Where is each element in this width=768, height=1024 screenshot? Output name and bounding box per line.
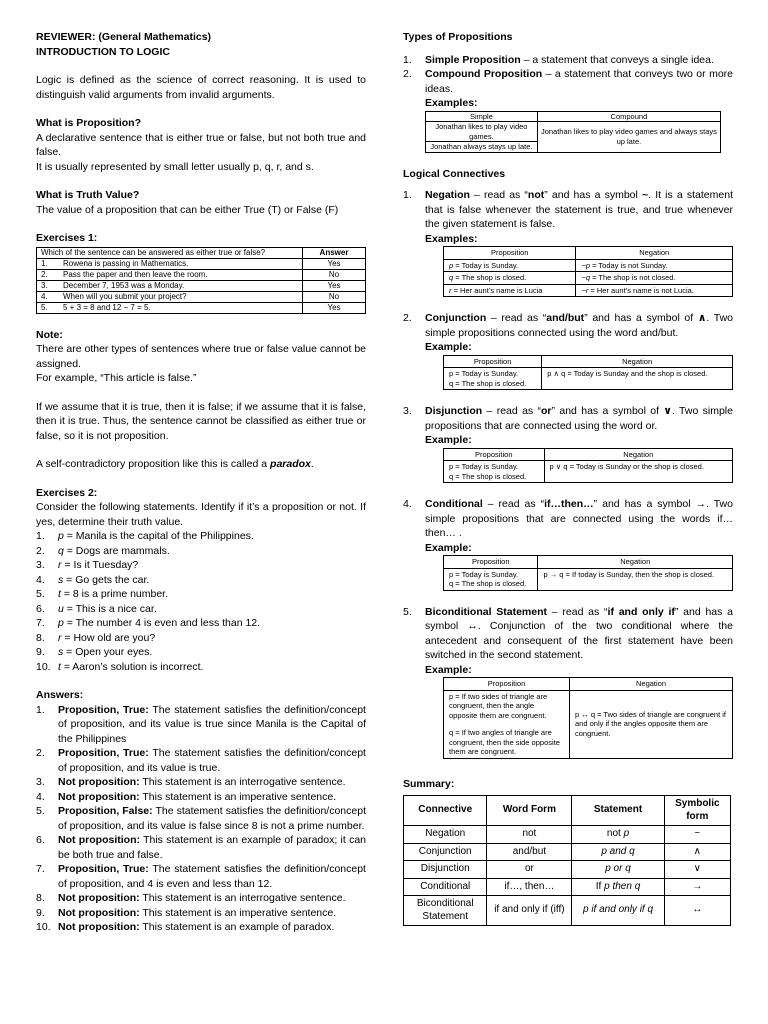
exercises1-question-header: Which of the sentence can be answered as either true or false? (37, 247, 303, 258)
summary-header: Statement (572, 796, 664, 826)
proposition-type-item: 1. Simple Proposition – a statement that conveys a single idea. (403, 53, 714, 66)
paradox-sentence: A self-contradictory proposition like this is called a paradox. (36, 458, 314, 470)
proposition-definition: A declarative sentence that is either true or false, but not both true and false. (36, 131, 366, 158)
exercise2-item: 2. q = Dogs are mammals. (36, 544, 170, 557)
disjunction-item: 3. Disjunction – read as “or” and has a symbol of ∨. Two simple propositions that are connected using the word or. (403, 405, 733, 432)
exercise2-item: 5. t = 8 is a prime number. (36, 588, 169, 600)
answers-list (36, 703, 366, 935)
biconditional-symbol: ↔ (467, 620, 478, 632)
proposition-heading: What is Proposition? (36, 117, 141, 129)
negation-col-proposition: Proposition (444, 247, 576, 260)
compound-header: Compound (537, 111, 720, 122)
answer-item: 7. Proposition, True: The statement satisfies the definition/concept of proposition, and 4 is even and less than 12. (36, 863, 366, 890)
conditional-item: 4. Conditional – read as “if…then…” and has a symbol →. Two simple propositions that are connected using the words if… then… . (403, 498, 733, 539)
negation-row: p = Today is Sunday. ~p = Today is not Sunday. (444, 259, 733, 272)
proposition-type-item: 2. Compound Proposition – a statement that conveys two or more ideas. (403, 68, 733, 95)
types-heading: Types of Propositions (403, 31, 513, 43)
truth-value-heading: What is Truth Value? (36, 189, 140, 201)
exercise2-item: 8. r = How old are you? (36, 631, 156, 644)
exercise2-item: 10. t = Aaron’s solution is incorrect. (36, 660, 204, 673)
biconditional-item: 5. Biconditional Statement – read as “if and only if” and has a symbol ↔. Conjunction of the two conditional where the antecedent and consequent of the first statement have been switched in the second statement. (403, 605, 733, 661)
negation-row: r = Her aunt’s name is Lucia ~r = Her aunt’s name is not Lucia. (444, 284, 733, 297)
negation-examples-label: Examples: (425, 232, 478, 245)
exercises2-heading: Exercises 2: (36, 486, 98, 499)
paradox-word: paradox (270, 458, 311, 470)
answer-item: 6. Not proposition: This statement is an example of paradox; it can be both true and false. (36, 834, 366, 861)
exercises1-answer-header: Answer (303, 247, 366, 258)
exercises2-list (36, 529, 366, 674)
note-example: For example, “This article is false.” (36, 372, 197, 384)
answers-heading: Answers: (36, 689, 84, 701)
negation-item: 1. Negation – read as “not” and has a symbol ~. It is a statement that is false whenever the statement is true, and true whenever the given statement is false. (403, 189, 733, 230)
negation-symbol: ~ (642, 189, 649, 201)
assume-paragraph: If we assume that it is true, then it is false; if we assume that it is false, then it is true. Thus, the sentence cannot be classified as either true or false, so it is not proposition. (36, 400, 366, 442)
connectives-heading: Logical Connectives (403, 167, 506, 180)
conditional-symbol: → (695, 498, 707, 510)
summary-row: Biconditional Statement if and only if (iff) p if and only if q ↔ (404, 896, 731, 926)
exercises1-row: 3. December 7, 1953 was a Monday. Yes (37, 280, 366, 291)
disjunction-example-label: Example: (425, 434, 472, 446)
exercise2-item: 3. r = Is it Tuesday? (36, 559, 139, 571)
exercises1-row: 5. 5 + 3 = 8 and 12 − 7 = 5. Yes (37, 302, 366, 313)
conjunction-item: 2. Conjunction – read as “and/but” and has a symbol of ∧. Two simple propositions connected using the word and/but. (403, 312, 733, 339)
summary-row: Disjunction or p or q ∨ (404, 861, 731, 879)
negation-row: q = The shop is closed. ~q = The shop is not closed. (444, 272, 733, 285)
answer-item: 5. Proposition, False: The statement satisfies the definition/concept of proposition, and its value is false since 8 is not a prime number. (36, 805, 366, 832)
negation-table (443, 246, 733, 297)
biconditional-table: Proposition Negation p = If two sides of triangle are congruent, then the angle opposite them are congruent. q = If two angles of triangle are congruent, then the side opposite them are congruent. p ↔ q = Two sides of triangle are congruent if and only if the angles opposite them are congruent. (443, 677, 733, 759)
biconditional-example-label: Example: (425, 663, 472, 676)
exercises2-instructions: Consider the following statements. Identify if it’s a proposition or not. If yes, determine their truth value. (36, 501, 366, 528)
logic-intro: Logic is defined as the science of correct reasoning. It is used to distinguish valid arguments from invalid arguments. (36, 74, 366, 101)
compound-example: Jonathan likes to play video games and always stays up late. (537, 122, 720, 153)
summary-table (403, 795, 731, 926)
truth-value-definition: The value of a proposition that can be either True (T) or False (F) (36, 203, 339, 216)
types-list (403, 53, 733, 97)
simple-example-1: Jonathan likes to play video games. (426, 122, 538, 142)
simple-example-2: Jonathan always stays up late. (426, 142, 538, 153)
summary-header: Connective (404, 796, 487, 826)
proposition-representation: It is usually represented by small letter usually p, q, r, and s. (36, 160, 314, 173)
conjunction-example-label: Example: (425, 341, 472, 353)
answer-item: 10. Not proposition: This statement is an example of paradox. (36, 921, 335, 933)
exercises1-row: 1. Rowena is passing in Mathematics. Yes (37, 258, 366, 269)
left-column (36, 0, 366, 935)
exercise2-item: 9. s = Open your eyes. (36, 646, 153, 658)
right-column (403, 0, 733, 926)
answer-item: 9. Not proposition: This statement is an imperative sentence. (36, 906, 337, 919)
disjunction-symbol: ∨ (663, 405, 672, 417)
exercises1-heading: Exercises 1: (36, 232, 98, 244)
doc-title: REVIEWER: (General Mathematics) (36, 31, 212, 43)
simple-compound-table (425, 111, 721, 153)
answer-item: 2. Proposition, True: The statement satisfies the definition/concept of proposition, and its value is true. (36, 747, 366, 774)
exercise2-item: 7. p = The number 4 is even and less than 12. (36, 617, 261, 629)
summary-header: Symbolic form (664, 796, 730, 826)
types-examples-label: Examples: (425, 97, 478, 109)
summary-row: Negation not not p ~ (404, 826, 731, 844)
summary-header: Word Form (487, 796, 572, 826)
note-text: There are other types of sentences where true or false value cannot be assigned. (36, 343, 366, 370)
summary-row: Conjunction and/but p and q ∧ (404, 843, 731, 861)
summary-heading: Summary: (403, 777, 455, 790)
answer-item: 1. Proposition, True: The statement satisfies the definition/concept of proposition, and its value is true since Manila is the Capital of the Philippines (36, 703, 366, 745)
answer-item: 8. Not proposition: This statement is an interrogative sentence. (36, 892, 346, 904)
negation-col-negation: Negation (576, 247, 733, 260)
exercises1-table (36, 247, 366, 314)
exercise2-item: 4. s = Go gets the car. (36, 573, 150, 586)
disjunction-table: Proposition Negation p = Today is Sunday. q = The shop is closed. p ∨ q = Today is Sunday or the shop is closed. (443, 448, 733, 484)
conditional-example-label: Example: (425, 541, 472, 554)
exercises1-row: 2. Pass the paper and then leave the room. No (37, 269, 366, 280)
doc-subtitle: INTRODUCTION TO LOGIC (36, 45, 170, 58)
conjunction-symbol: ∧ (697, 312, 707, 324)
simple-header: Simple (426, 111, 538, 122)
exercise2-item: 1. p = Manila is the capital of the Philippines. (36, 530, 254, 542)
exercise2-item: 6. u = This is a nice car. (36, 602, 157, 615)
exercises1-row: 4. When will you submit your project? No (37, 291, 366, 302)
answer-item: 4. Not proposition: This statement is an imperative sentence. (36, 790, 337, 803)
answer-item: 3. Not proposition: This statement is an interrogative sentence. (36, 776, 346, 788)
conjunction-table: Proposition Negation p = Today is Sunday. q = The shop is closed. p ∧ q = Today is Sunday and the shop is closed. (443, 355, 733, 391)
conditional-table: Proposition Negation p = Today is Sunday. q = The shop is closed. p → q = If today is Sunday, then the shop is closed. (443, 555, 733, 591)
note-heading: Note: (36, 328, 63, 341)
summary-row: Conditional if…, then… If p then q → (404, 878, 731, 896)
